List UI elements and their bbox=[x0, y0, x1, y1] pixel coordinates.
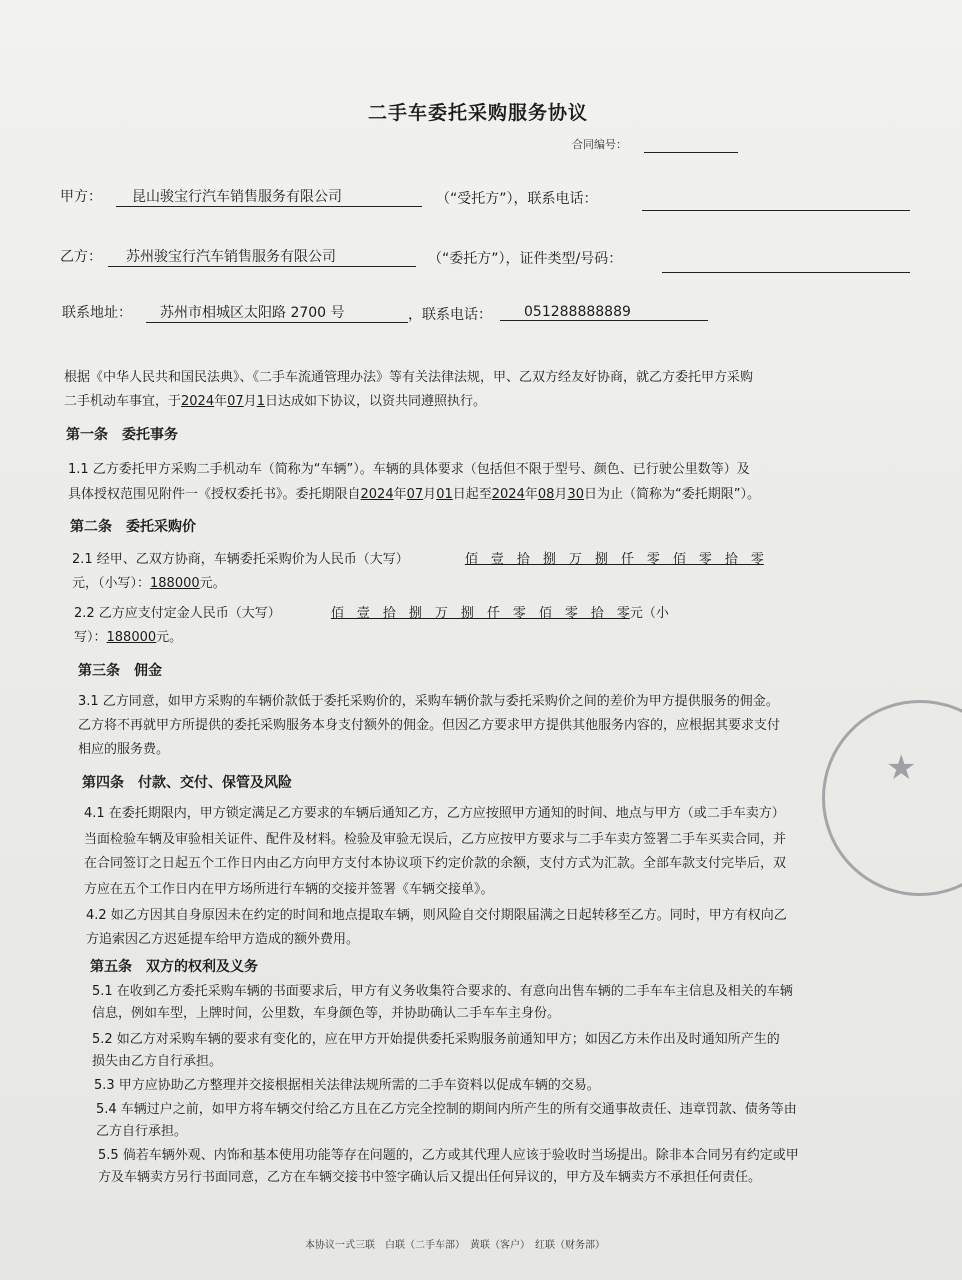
party-a-role: （“受托方”），联系电话： bbox=[436, 191, 598, 207]
party-b-id-blank bbox=[662, 272, 910, 273]
article-1-1-line-2: 具体授权范围见附件一《授权委托书》。委托期限自2024年07月01日起至2024年08月30日为止（简称为“委托期限”）。 bbox=[68, 487, 760, 502]
article-2-2-line-2: 写）：188000元。 bbox=[74, 630, 183, 645]
article-5-line-1: 5.1 在收到乙方委托采购车辆的书面要求后，甲方有义务收集符合要求的、有意向出售车辆的二手车车主信息及相关的车辆 bbox=[92, 984, 793, 999]
article-4-line-4: 方应在五个工作日内在甲方场所进行车辆的交接并签署《车辆交接单》。 bbox=[84, 882, 494, 897]
article-3-line-2: 乙方将不再就甲方所提供的委托采购服务本身支付额外的佣金。但因乙方要求甲方提供其他服务内容的，应根据其要求支付 bbox=[78, 718, 781, 733]
article-5-line-8: 5.5 倘若车辆外观、内饰和基本使用功能等存在问题的，乙方或其代理人应该于验收时当场提出。除非本合同另有约定或甲 bbox=[98, 1148, 799, 1163]
contact-phone-value: 051288888889 bbox=[500, 304, 708, 321]
article-1-1-line-1: 1.1 乙方委托甲方采购二手机动车（简称为“车辆”）。车辆的具体要求（包括但不限于型号、颜色、已行驶公里数等）及 bbox=[68, 462, 750, 477]
contract-number-label: 合同编号： bbox=[572, 138, 627, 151]
article-2-2-line-1: 2.2 乙方应支付定金人民币（大写） 佰 壹 拾 捌 万 捌 仟 零 佰 零 拾 零元（小 bbox=[74, 606, 669, 621]
contact-phone-label: ，联系电话： bbox=[408, 307, 492, 323]
article-2-1-line-2: 元，（小写）：188000元。 bbox=[72, 576, 226, 591]
party-a-name: 昆山骏宝行汽车销售服务有限公司 bbox=[116, 186, 422, 207]
article-5-line-6: 5.4 车辆过户之前，如甲方将车辆交付给乙方且在乙方完全控制的期间内所产生的所有交通事故责任、违章罚款、债务等由 bbox=[96, 1102, 797, 1117]
article-5-line-9: 方及车辆卖方另行书面同意，乙方在车辆交接书中签字确认后又提出任何异议的，甲方及车辆卖方不承担任何责任。 bbox=[98, 1170, 762, 1185]
document-title: 二手车委托采购服务协议 bbox=[368, 102, 589, 124]
document-footer: 本协议一式三联 白联（二手车部） 黄联（客户） 红联（财务部） bbox=[305, 1240, 605, 1251]
seal-star-icon: ★ bbox=[886, 748, 917, 788]
contract-number-blank bbox=[644, 152, 738, 153]
party-b-role: （“委托方”），证件类型/号码： bbox=[428, 251, 623, 267]
address-value: 苏州市相城区太阳路 2700 号 bbox=[146, 302, 408, 323]
article-5-heading: 第五条 双方的权利及义务 bbox=[90, 959, 258, 975]
article-5-line-3: 5.2 如乙方对采购车辆的要求有变化的，应在甲方开始提供委托采购服务前通知甲方；如因乙方未作出及时通知所产生的 bbox=[92, 1032, 780, 1047]
article-2-1-line-1: 2.1 经甲、乙双方协商，车辆委托采购价为人民币（大写） 佰 壹 拾 捌 万 捌 仟 零 佰 零 拾 零 bbox=[72, 552, 764, 567]
party-a-phone-blank bbox=[642, 210, 910, 211]
article-5-line-2: 信息，例如车型，上牌时间，公里数，车身颜色等，并协助确认二手车车主身份。 bbox=[92, 1006, 561, 1021]
article-3-line-1: 3.1 乙方同意，如甲方采购的车辆价款低于委托采购价的，采购车辆价款与委托采购价之间的差价为甲方提供服务的佣金。 bbox=[78, 694, 779, 709]
article-5-line-4: 损失由乙方自行承担。 bbox=[92, 1054, 223, 1069]
article-4-line-5: 4.2 如乙方因其自身原因未在约定的时间和地点提取车辆，则风险自交付期限届满之日起转移至乙方。同时，甲方有权向乙 bbox=[86, 908, 787, 923]
preamble-line-1: 根据《中华人民共和国民法典》、《二手车流通管理办法》等有关法律法规，甲、乙双方经友好协商，就乙方委托甲方采购 bbox=[64, 370, 754, 385]
preamble-line-2: 二手机动车事宜，于2024年07月1日达成如下协议，以资共同遵照执行。 bbox=[64, 394, 486, 409]
article-5-line-5: 5.3 甲方应协助乙方整理并交接根据相关法律法规所需的二手车资料以促成车辆的交易。 bbox=[94, 1078, 600, 1093]
party-b-label: 乙方： bbox=[60, 249, 102, 265]
article-4-heading: 第四条 付款、交付、保管及风险 bbox=[82, 775, 292, 791]
party-a-label: 甲方： bbox=[60, 189, 102, 205]
article-5-line-7: 乙方自行承担。 bbox=[96, 1124, 188, 1139]
article-1-heading: 第一条 委托事务 bbox=[66, 427, 178, 443]
party-b-name: 苏州骏宝行汽车销售服务有限公司 bbox=[108, 246, 416, 267]
address-label: 联系地址： bbox=[62, 305, 132, 321]
article-4-line-6: 方追索因乙方迟延提车给甲方造成的额外费用。 bbox=[86, 932, 360, 947]
article-3-heading: 第三条 佣金 bbox=[78, 663, 162, 679]
company-seal bbox=[822, 700, 962, 896]
article-2-heading: 第二条 委托采购价 bbox=[70, 519, 196, 535]
article-4-line-2: 当面检验车辆及审验相关证件、配件及材料。检验及审验无误后，乙方应按甲方要求与二手车卖方签署二手车买卖合同，并 bbox=[84, 832, 787, 847]
article-4-line-1: 4.1 在委托期限内，甲方锁定满足乙方要求的车辆后通知乙方，乙方应按照甲方通知的时间、地点与甲方（或二手车卖方） bbox=[84, 806, 785, 821]
article-4-line-3: 在合同签订之日起五个工作日内由乙方向甲方支付本协议项下约定价款的余额，支付方式为汇款。全部车款支付完毕后，双 bbox=[84, 856, 787, 871]
article-3-line-3: 相应的服务费。 bbox=[78, 742, 170, 757]
